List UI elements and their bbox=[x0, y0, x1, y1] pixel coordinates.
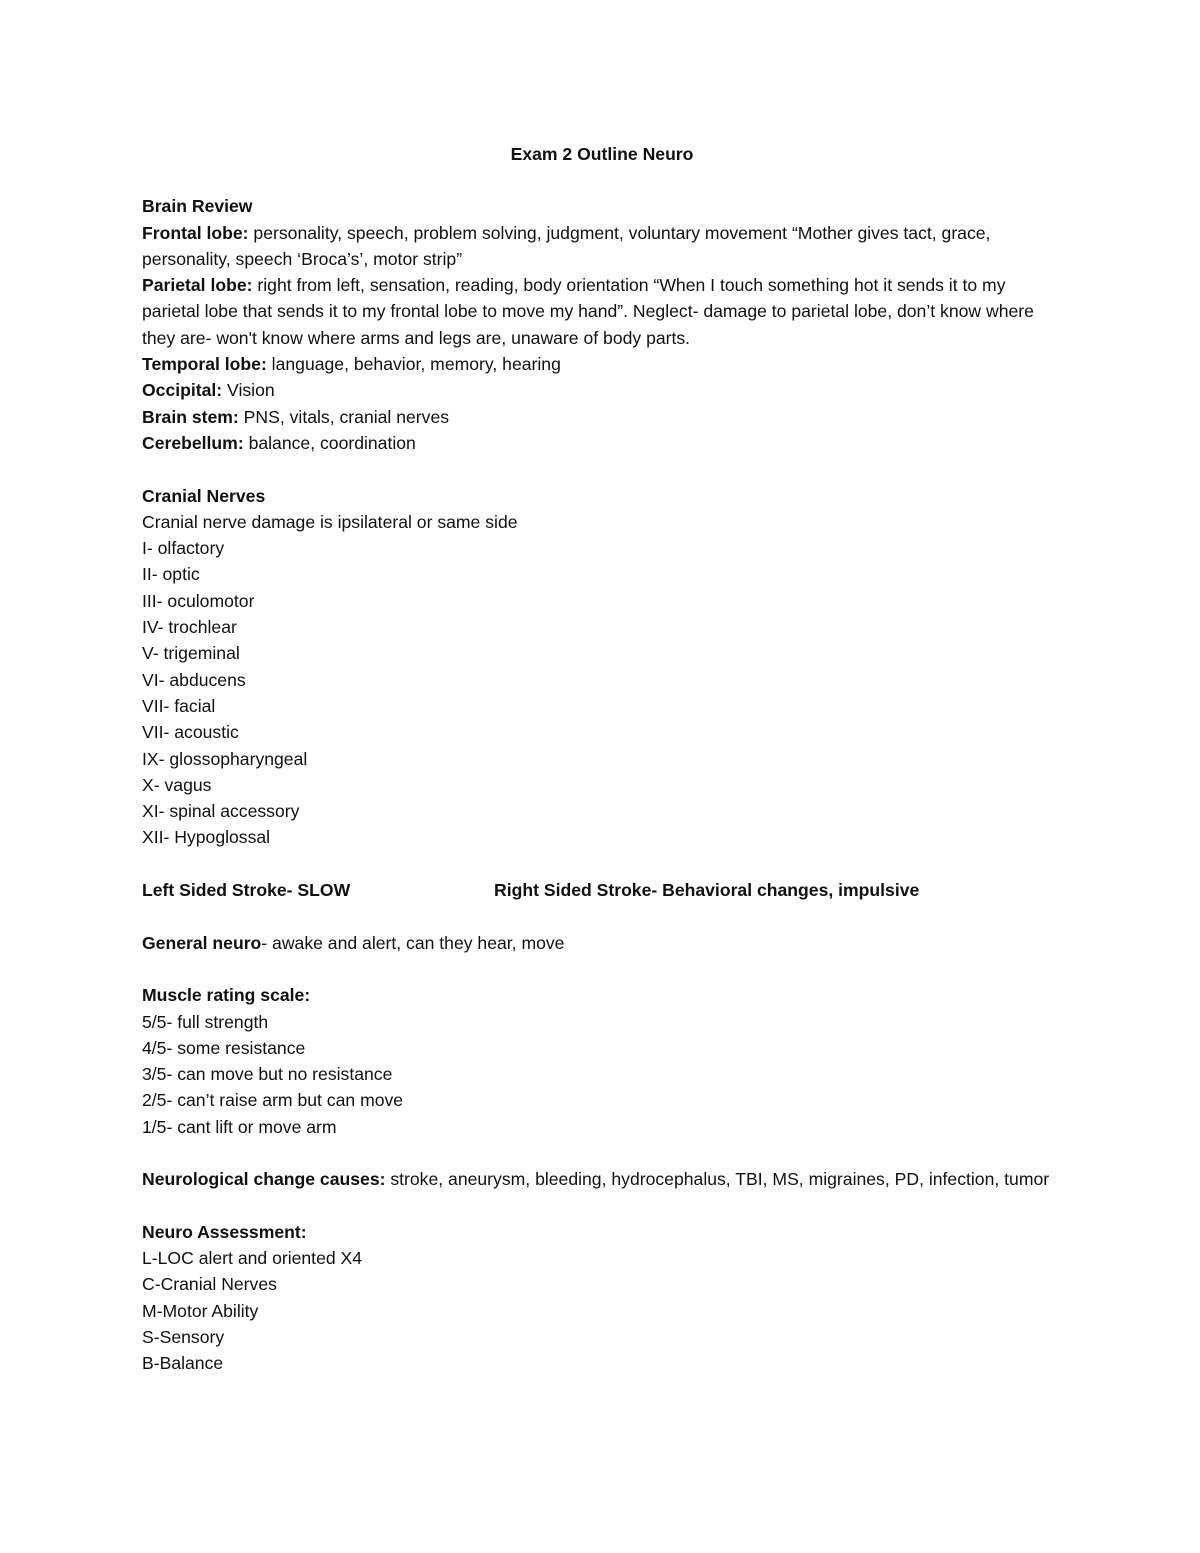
general-neuro-text: - awake and alert, can they hear, move bbox=[261, 932, 565, 953]
temporal-lobe-label: Temporal lobe: bbox=[142, 354, 267, 375]
brain-stem-text: PNS, vitals, cranial nerves bbox=[238, 406, 450, 427]
muscle-scale-heading: Muscle rating scale: bbox=[142, 985, 311, 1006]
list-item: 2/5- can’t raise arm but can move bbox=[142, 1090, 404, 1111]
stroke-row bbox=[142, 877, 1062, 903]
temporal-lobe-text: language, behavior, memory, hearing bbox=[266, 354, 561, 375]
list-item: VII- facial bbox=[142, 695, 216, 716]
frontal-lobe-text: personality, speech, problem solving, judgment, voluntary movement “Mother gives tact, grace, personality, speech ‘Broca’s’, motor strip” bbox=[142, 222, 991, 269]
occipital-entry bbox=[142, 377, 1062, 403]
brain-stem-entry bbox=[142, 404, 1062, 430]
list-item: S-Sensory bbox=[142, 1327, 225, 1348]
document-title: Exam 2 Outline Neuro bbox=[510, 144, 694, 164]
list-item: VI- abducens bbox=[142, 669, 246, 690]
neuro-change-entry bbox=[142, 1166, 1062, 1192]
list-item: III- oculomotor bbox=[142, 590, 255, 611]
list-item: 5/5- full strength bbox=[142, 1011, 269, 1032]
list-item: L-LOC alert and oriented X4 bbox=[142, 1248, 363, 1269]
spacer bbox=[142, 851, 1062, 877]
parietal-lobe-label: Parietal lobe: bbox=[142, 275, 253, 296]
list-item: XI- spinal accessory bbox=[142, 801, 300, 822]
cranial-nerves-intro: Cranial nerve damage is ipsilateral or same side bbox=[142, 511, 518, 532]
cranial-nerves-heading: Cranial Nerves bbox=[142, 485, 266, 506]
cerebellum-label: Cerebellum: bbox=[142, 432, 244, 453]
document-page bbox=[142, 141, 1062, 1377]
neuro-change-label: Neurological change causes: bbox=[142, 1169, 386, 1190]
occipital-label: Occipital: bbox=[142, 380, 223, 401]
list-item: V- trigeminal bbox=[142, 643, 240, 664]
list-item: M-Motor Ability bbox=[142, 1300, 259, 1321]
list-item: 1/5- cant lift or move arm bbox=[142, 1116, 337, 1137]
temporal-lobe-entry bbox=[142, 351, 1062, 377]
occipital-text: Vision bbox=[222, 380, 275, 401]
list-item: IV- trochlear bbox=[142, 617, 237, 638]
list-item: IX- glossopharyngeal bbox=[142, 748, 308, 769]
parietal-lobe-text: right from left, sensation, reading, body orientation “When I touch something hot it sends it to my parietal lobe that sends it to my frontal lobe to move my hand”. Neglect- damage to parietal lobe, don’t know where they are- won't know where arms and legs are, unaware of body parts. bbox=[142, 275, 1034, 348]
general-neuro-label: General neuro bbox=[142, 932, 262, 953]
list-item: I- olfactory bbox=[142, 538, 225, 559]
parietal-lobe-entry bbox=[142, 272, 1062, 351]
list-item: 3/5- can move but no resistance bbox=[142, 1064, 393, 1085]
list-item: 4/5- some resistance bbox=[142, 1037, 306, 1058]
left-stroke-text: Left Sided Stroke- SLOW bbox=[142, 880, 351, 901]
list-item: C-Cranial Nerves bbox=[142, 1274, 277, 1295]
spacer bbox=[142, 456, 1062, 482]
frontal-lobe-entry bbox=[142, 220, 1062, 273]
general-neuro-entry bbox=[142, 930, 1062, 956]
list-item: X- vagus bbox=[142, 774, 212, 795]
brain-stem-label: Brain stem: bbox=[142, 406, 239, 427]
frontal-lobe-label: Frontal lobe: bbox=[142, 222, 249, 243]
list-item: II- optic bbox=[142, 564, 200, 585]
spacer bbox=[142, 903, 1062, 929]
cerebellum-entry bbox=[142, 430, 1062, 456]
cerebellum-text: balance, coordination bbox=[243, 432, 416, 453]
spacer bbox=[142, 956, 1062, 982]
list-item: XII- Hypoglossal bbox=[142, 827, 271, 848]
spacer bbox=[142, 1193, 1062, 1219]
neuro-change-text: stroke, aneurysm, bleeding, hydrocephalus, TBI, MS, migraines, PD, infection, tumor bbox=[385, 1169, 1050, 1190]
brain-review-heading: Brain Review bbox=[142, 196, 253, 217]
list-item: B-Balance bbox=[142, 1353, 224, 1374]
right-stroke-text: Right Sided Stroke- Behavioral changes, impulsive bbox=[494, 880, 920, 901]
neuro-assessment-heading: Neuro Assessment: bbox=[142, 1221, 307, 1242]
list-item: VII- acoustic bbox=[142, 722, 239, 743]
spacer bbox=[142, 1140, 1062, 1166]
